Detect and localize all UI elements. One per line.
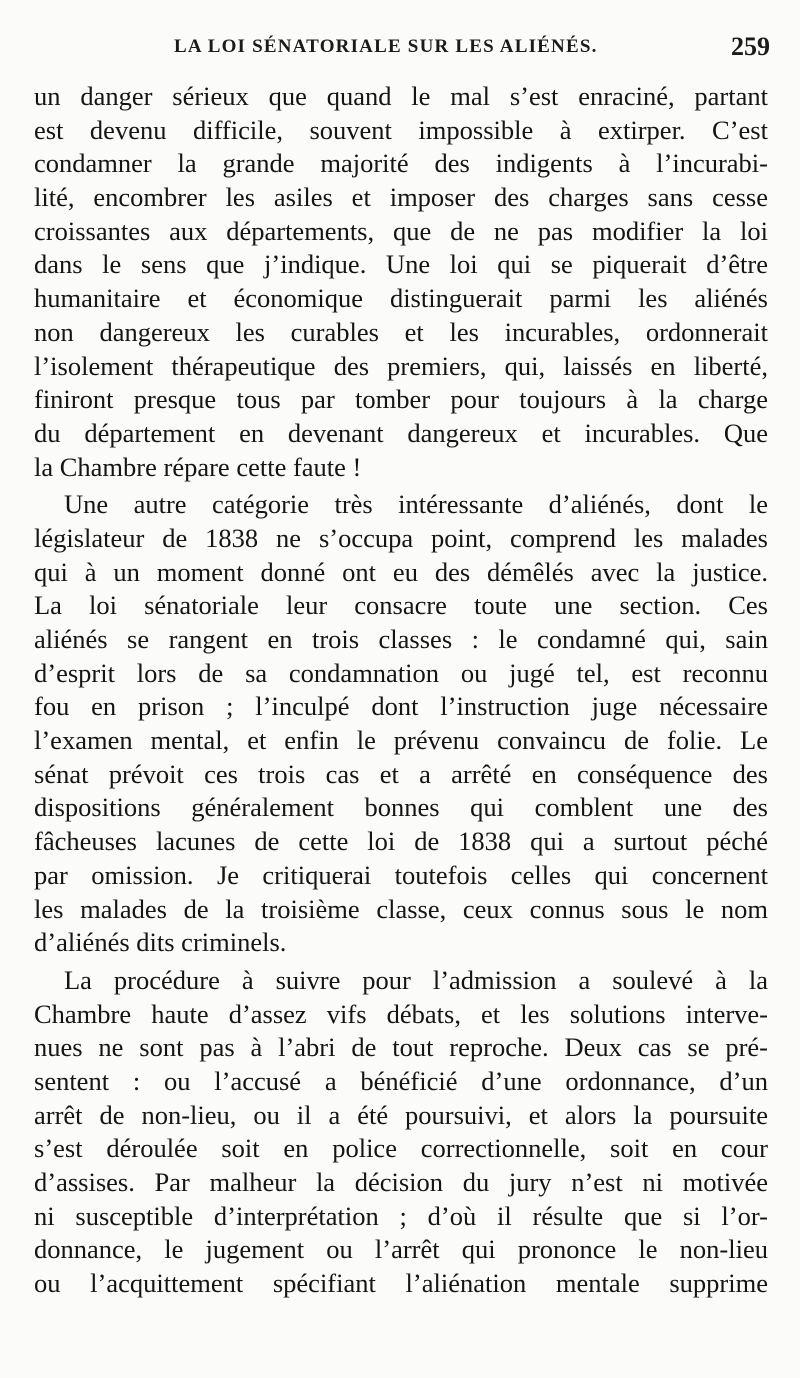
text-line: Une autre catégorie très intéressante d’aliénés, dont le	[64, 489, 768, 520]
paragraph-2	[34, 488, 768, 960]
text-line: Chambre haute d’assez vifs débats, et les solutions interve-	[34, 998, 768, 1029]
text-line: fou en prison ; l’inculpé dont l’instruction juge nécessaire	[34, 691, 768, 722]
text-line: du département en devenant dangereux et incurables. Que	[34, 417, 768, 448]
text-line: aliénés se rangent en trois classes : le condamné qui, sain	[34, 624, 768, 654]
text-line: législateur de 1838 ne s’occupa point, comprend les malades	[34, 522, 768, 553]
text-line: d’aliénés dits criminels.	[34, 927, 287, 958]
text-line: dans le sens que j’indique. Une loi qui se piquerait d’être	[34, 249, 768, 280]
text-line: croissantes aux départements, que de ne pas modifier la loi	[34, 215, 768, 246]
text-line: qui à un moment donné ont eu des démêlés avec la justice.	[34, 556, 768, 587]
text-line: lité, encombrer les asiles et imposer des charges sans cesse	[34, 182, 768, 213]
text-line: est devenu difficile, souvent impossible à extirper. C’est	[34, 114, 768, 145]
text-line: arrêt de non-lieu, ou il a été poursuivi, et alors la poursuite	[34, 1099, 768, 1130]
text-line: dispositions généralement bonnes qui comblent une des	[34, 792, 768, 823]
text-line: sénat prévoit ces trois cas et a arrêté en conséquence des	[34, 758, 768, 789]
text-line: ni susceptible d’interprétation ; d’où il résulte que si l’or-	[34, 1200, 768, 1231]
text-line: les malades de la troisième classe, ceux connus sous le nom	[34, 893, 768, 924]
text-line: ou l’acquittement spécifiant l’aliénation mentale supprime	[34, 1268, 768, 1299]
paragraph-1	[34, 80, 768, 484]
text-line: donnance, le jugement ou l’arrêt qui prononce le non-lieu	[34, 1234, 768, 1265]
text-line: par omission. Je critiquerai toutefois celles qui concernent	[34, 859, 768, 890]
text-line: sentent : ou l’accusé a bénéficié d’une ordonnance, d’un	[34, 1065, 768, 1096]
text-line: d’assises. Par malheur la décision du jury n’est ni motivée	[34, 1167, 768, 1197]
paragraph-3	[34, 964, 768, 1301]
text-line: La procédure à suivre pour l’admission a soulevé à la	[64, 964, 768, 995]
page-number: 259	[731, 32, 770, 61]
text-line: condamner la grande majorité des indigents à l’incurabi-	[34, 148, 768, 179]
text-line: l’isolement thérapeutique des premiers, qui, laissés en liberté,	[34, 350, 768, 381]
text-line: d’esprit lors de sa condamnation ou jugé tel, est reconnu	[34, 657, 768, 688]
text-line: la Chambre répare cette faute !	[34, 451, 362, 482]
text-line: non dangereux les curables et les incurables, ordonnerait	[34, 316, 768, 347]
page-header	[34, 32, 770, 68]
text-line: humanitaire et économique distinguerait parmi les aliénés	[34, 283, 768, 314]
text-line: un danger sérieux que quand le mal s’est enraciné, partant	[34, 81, 768, 111]
running-head: LA LOI SÉNATORIALE SUR LES ALIÉNÉS.	[174, 36, 598, 57]
text-line: s’est déroulée soit en police correctionnelle, soit en cour	[34, 1133, 768, 1164]
text-line: La loi sénatoriale leur consacre toute une section. Ces	[34, 590, 768, 621]
text-line: fâcheuses lacunes de cette loi de 1838 qui a surtout péché	[34, 826, 768, 857]
text-line: nues ne sont pas à l’abri de tout reproche. Deux cas se pré-	[34, 1032, 768, 1063]
text-line: finiront presque tous par tomber pour toujours à la charge	[34, 384, 768, 415]
body-text	[34, 80, 768, 1301]
text-line: l’examen mental, et enfin le prévenu convaincu de folie. Le	[34, 725, 768, 756]
